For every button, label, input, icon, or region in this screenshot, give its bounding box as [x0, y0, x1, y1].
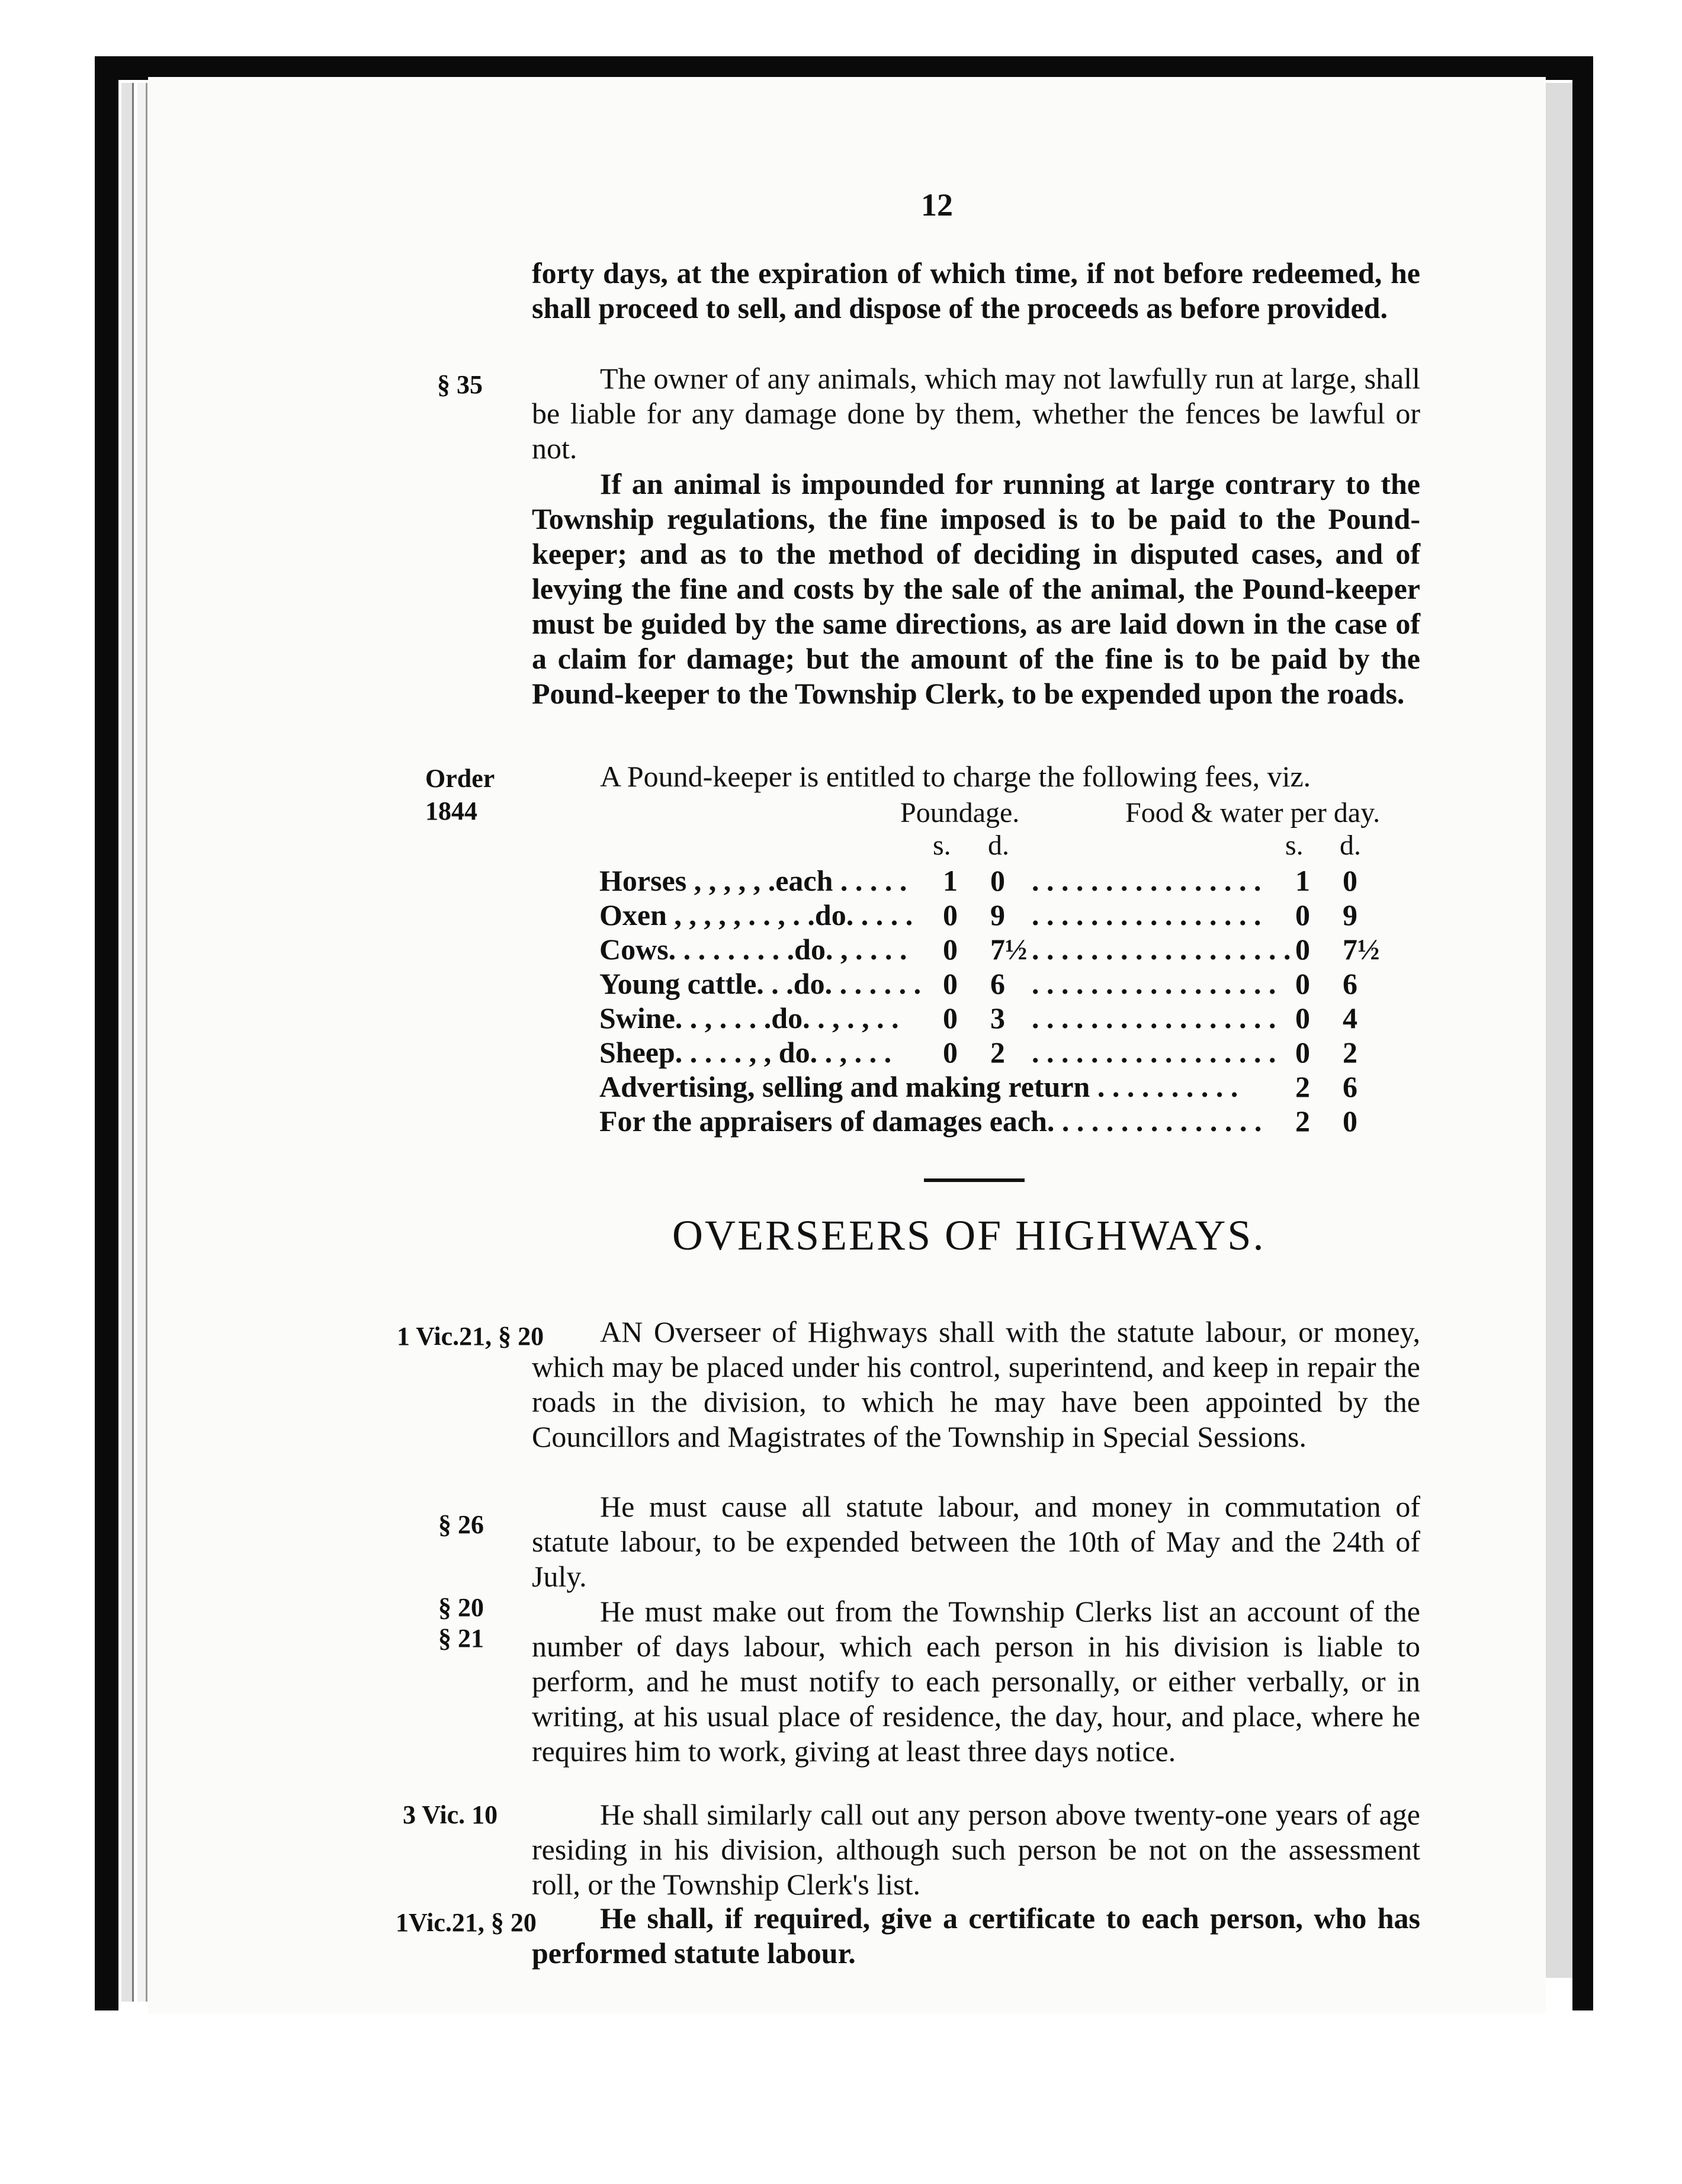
fee-pence: 2: [990, 1036, 1005, 1069]
fee-leader: . . . . . . . . . . . . . . . . .: [1032, 967, 1276, 1000]
food-shillings: 0: [1295, 933, 1310, 966]
fee-item: Sheep. . . . . , , do. . , . . .: [599, 1036, 892, 1069]
fee-shillings: 1: [943, 864, 958, 897]
margin-note: 3 Vic. 10: [403, 1800, 498, 1829]
paragraph: [532, 1901, 1420, 1971]
food-pence: 2: [1343, 1036, 1357, 1069]
food-pence: 7½: [1343, 933, 1380, 966]
margin-note: § 20: [438, 1593, 484, 1622]
food-pence: 6: [1343, 967, 1357, 1000]
shillings-header: s.: [933, 830, 951, 861]
fee-leader: . . . . . . . . . . . . . . . .: [1032, 898, 1262, 932]
fee-shillings: 2: [1295, 1070, 1310, 1103]
fee-row: [599, 1035, 1369, 1069]
fee-shillings: 0: [943, 1001, 958, 1035]
fee-pence: 6: [1343, 1070, 1357, 1103]
paragraph: [532, 1797, 1420, 1902]
fee-pence: 0: [990, 864, 1005, 897]
paragraph-text: He shall, if required, give a certificate to each person, who has performed statute labour.: [532, 1902, 1420, 1970]
paragraph-text: He shall similarly call out any person above twenty-one years of age residing in his division, although such person be not on the assessment roll, or the Township Clerk's list.: [532, 1798, 1420, 1901]
pence-header: d.: [1340, 830, 1361, 861]
paragraph: [532, 256, 1420, 326]
fee-item: Oxen , , , , , . . , . .do. . . . .: [599, 898, 913, 932]
scan-frame-top: [95, 56, 1593, 80]
fee-row: [599, 863, 1369, 898]
margin-note: § 26: [438, 1510, 484, 1539]
fee-pence: 0: [1343, 1104, 1357, 1138]
fee-row: [599, 1104, 1369, 1138]
paragraph: [532, 467, 1420, 711]
paragraph: [532, 1594, 1420, 1769]
fee-row: [599, 898, 1369, 932]
fee-pence: 9: [990, 898, 1005, 932]
fee-leader: . . . . . . . . . . . . . . . . . .: [1032, 933, 1291, 966]
paragraph: [532, 361, 1420, 466]
margin-note: § 21: [438, 1624, 484, 1653]
page-number: 12: [921, 187, 953, 223]
fee-item: Cows. . . . . . . . .do. , . . . .: [599, 933, 907, 966]
fee-leader: . . . . . . . . . . . . . . . . .: [1032, 1036, 1276, 1069]
margin-note: § 35: [437, 370, 483, 399]
paragraph-text: If an animal is impounded for running at large contrary to the Township regulations, the fine imposed is to be paid to the Pound-keeper; and as to the method of deciding in disputed cases, and of levying the fine and costs by the sale of the animal, the Pound-keeper must be guided by the same directions, as are laid down in the case of a claim for damage; but the amount of the fine is to be paid by the Pound-keeper to the Township Clerk, to be expended upon the roads.: [532, 467, 1420, 710]
poundage-header: Poundage.: [900, 797, 1020, 828]
paragraph-text: The owner of any animals, which may not lawfully run at large, shall be liable for any damage done by them, whether the fences be lawful or not.: [532, 362, 1420, 465]
scan-frame-left: [95, 56, 118, 2010]
fee-pence: 7½: [990, 933, 1028, 966]
fee-item: Advertising, selling and making return . . . . . . . . . .: [599, 1070, 1238, 1103]
fees-intro: A Pound-keeper is entitled to charge the following fees, viz.: [600, 760, 1311, 793]
fee-pence: 3: [990, 1001, 1005, 1035]
fee-leader: . . . . . . . . . . . . . . . .: [1032, 864, 1262, 897]
margin-note: 1844: [425, 796, 477, 826]
paragraph-text: forty days, at the expiration of which time, if not before redeemed, he shall proceed to sell, and dispose of the proceeds as before provided.: [532, 256, 1420, 325]
food-shillings: 0: [1295, 898, 1310, 932]
margin-note: Order: [425, 764, 495, 793]
food-shillings: 0: [1295, 1001, 1310, 1035]
fee-leader: . . . . . . . . . . . . . . . . .: [1032, 1001, 1276, 1035]
page-edge: [1546, 83, 1572, 1978]
fee-shillings: 0: [943, 1036, 958, 1069]
fee-shillings: 0: [943, 933, 958, 966]
food-pence: 0: [1343, 864, 1357, 897]
food-shillings: 0: [1295, 1036, 1310, 1069]
food-shillings: 0: [1295, 967, 1310, 1000]
food-pence: 4: [1343, 1001, 1357, 1035]
fee-row: [599, 1001, 1369, 1035]
paragraph-text: AN Overseer of Highways shall with the statute labour, or money, which may be placed under his control, superintend, and keep in repair the roads in the division, to which he may have been appointed by the Councillors and Magistrates of the Township in Special Sessions.: [532, 1315, 1420, 1453]
page-edge: [137, 83, 147, 2002]
food-water-header: Food & water per day.: [1125, 797, 1381, 828]
fee-item: Swine. . , . . . .do. . , . , . .: [599, 1001, 899, 1035]
fee-shillings: 2: [1295, 1104, 1310, 1138]
fee-item: Horses , , , , , .each . . . . .: [599, 864, 907, 897]
fee-row: [599, 932, 1380, 966]
fee-item: Young cattle. . .do. . . . . . .: [599, 967, 922, 1000]
fee-shillings: 0: [943, 898, 958, 932]
paragraph: [532, 1315, 1420, 1454]
scan-frame-right: [1572, 56, 1593, 2010]
margin-note: 1Vic.21, § 20: [396, 1908, 537, 1937]
food-shillings: 1: [1295, 864, 1310, 897]
paragraph-text: He must make out from the Township Clerks list an account of the number of days labour, which each person in his division is liable to perform, and he must notify to each personally, or either verbally, or in writing, at his usual place of residence, the day, hour, and place, where he requires him to work, giving at least three days notice.: [532, 1595, 1420, 1768]
fee-row: [599, 966, 1369, 1001]
fee-row: [599, 1069, 1369, 1104]
food-pence: 9: [1343, 898, 1357, 932]
shillings-header: s.: [1285, 830, 1304, 861]
section-divider: [924, 1178, 1025, 1182]
margin-note: 1 Vic.21, § 20: [397, 1322, 544, 1351]
pence-header: d.: [988, 830, 1009, 861]
fee-pence: 6: [990, 967, 1005, 1000]
paragraph-text: He must cause all statute labour, and money in commutation of statute labour, to be expended between the 10th of May and the 24th of July.: [532, 1490, 1420, 1593]
page-edge: [121, 83, 134, 2002]
fee-shillings: 0: [943, 967, 958, 1000]
fee-item: For the appraisers of damages each. . . . . . . . . . . . . . .: [599, 1104, 1262, 1138]
section-title: OVERSEERS OF HIGHWAYS.: [672, 1212, 1266, 1259]
paragraph: [532, 1489, 1420, 1594]
